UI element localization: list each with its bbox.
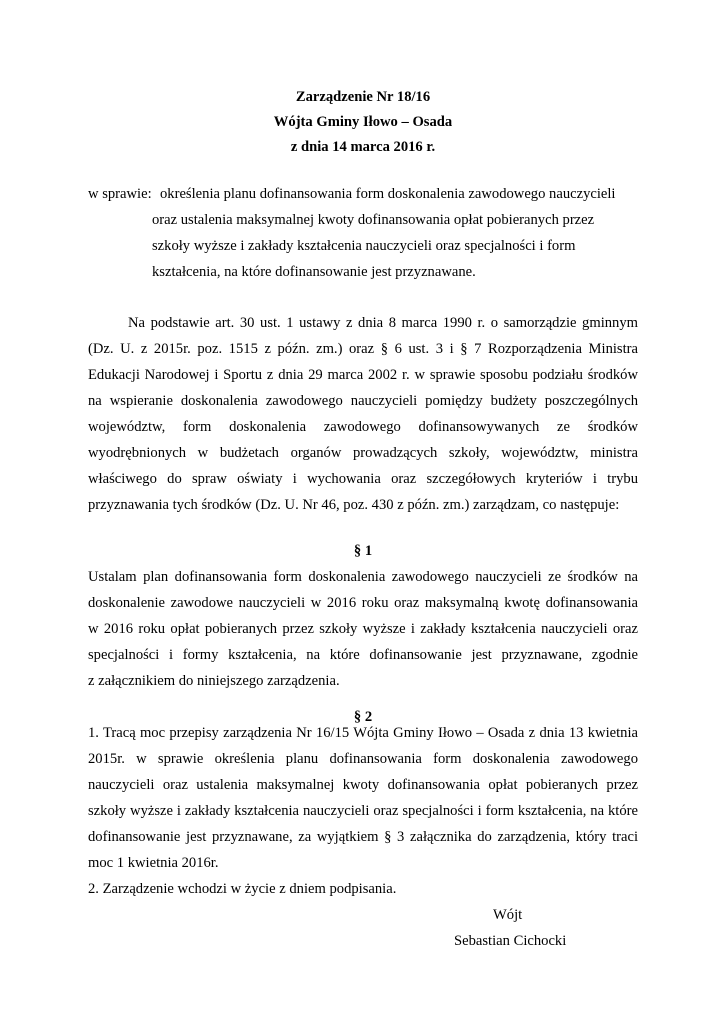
section-2-line: szkoły wyższe i zakłady kształcenia nauczycieli oraz specjalności i form kształcenia, na które	[88, 803, 638, 819]
preamble-line: wyodrębnionych w budżetach organów prowadzących szkoły, województw, ministra	[88, 445, 638, 461]
signature-name: Sebastian Cichocki	[454, 933, 567, 949]
section-2-line: nauczycieli oraz ustalenia maksymalnej kwoty dofinansowania opłat pobieranych przez	[88, 777, 638, 793]
preamble-line: przyznawania tych środków (Dz. U. Nr 46, poz. 430 z późn. zm.) zarządzam, co następuje:	[88, 497, 620, 513]
preamble-line: Na podstawie art. 30 ust. 1 ustawy z dnia 8 marca 1990 r. o samorządzie gminnym	[128, 315, 638, 331]
document-page	[88, 0, 638, 1024]
preamble-line: województw, form doskonalenia zawodowego dofinansowywanych ze środków	[88, 419, 638, 435]
subject-line: oraz ustalenia maksymalnej kwoty dofinansowania opłat pobieranych przez	[152, 212, 595, 228]
section-2-title: § 2	[353, 709, 373, 725]
section-1-line: w 2016 roku opłat pobieranych przez szkoły wyższe i zakłady kształcenia nauczycieli oraz	[88, 621, 638, 637]
section-1-line: Ustalam plan dofinansowania form doskonalenia zawodowego nauczycieli ze środków na	[88, 569, 638, 585]
preamble-line: (Dz. U. z 2015r. poz. 1515 z późn. zm.) oraz § 6 ust. 3 i § 7 Rozporządzenia Ministra	[88, 341, 638, 357]
section-1-line: doskonalenie zawodowe nauczycieli w 2016 roku oraz maksymalną kwotę dofinansowania	[88, 595, 638, 611]
preamble-line: właściwego do spraw oświaty i wychowania oraz szczegółowych kryteriów i trybu	[88, 471, 638, 487]
document-date: z dnia 14 marca 2016 r.	[290, 139, 436, 155]
section-1-line: z załącznikiem do niniejszego zarządzenia.	[88, 673, 340, 689]
section-2-line: 2015r. w sprawie określenia planu dofinansowania form doskonalenia zawodowego	[88, 751, 638, 767]
document-issuer: Wójta Gminy Iłowo – Osada	[273, 114, 453, 130]
section-2-line: 2. Zarządzenie wchodzi w życie z dniem podpisania.	[88, 881, 397, 897]
subject-line: określenia planu dofinansowania form doskonalenia zawodowego nauczycieli	[160, 186, 616, 202]
section-2-line: dofinansowanie jest przyznawane, za wyjątkiem § 3 załącznika do zarządzenia, który traci	[88, 829, 638, 845]
signature-role: Wójt	[493, 907, 523, 923]
section-2-line: moc 1 kwietnia 2016r.	[88, 855, 219, 871]
section-1-line: specjalności i formy kształcenia, na które dofinansowanie jest przyznawane, zgodnie	[88, 647, 638, 663]
preamble-line: na wspieranie doskonalenia zawodowego nauczycieli pomiędzy budżety poszczególnych	[88, 393, 638, 409]
subject-line: kształcenia, na które dofinansowanie jest przyznawane.	[152, 264, 476, 280]
subject-label: w sprawie:	[88, 186, 152, 202]
subject-line: szkoły wyższe i zakłady kształcenia nauczycieli oraz specjalności i form	[152, 238, 576, 254]
section-2-line: 1. Tracą moc przepisy zarządzenia Nr 16/15 Wójta Gminy Iłowo – Osada z dnia 13 kwietnia	[88, 725, 638, 741]
document-title: Zarządzenie Nr 18/16	[295, 89, 431, 105]
preamble-line: Edukacji Narodowej i Sportu z dnia 29 marca 2002 r. w sprawie sposobu podziału środków	[88, 367, 638, 383]
section-1-title: § 1	[353, 543, 373, 559]
